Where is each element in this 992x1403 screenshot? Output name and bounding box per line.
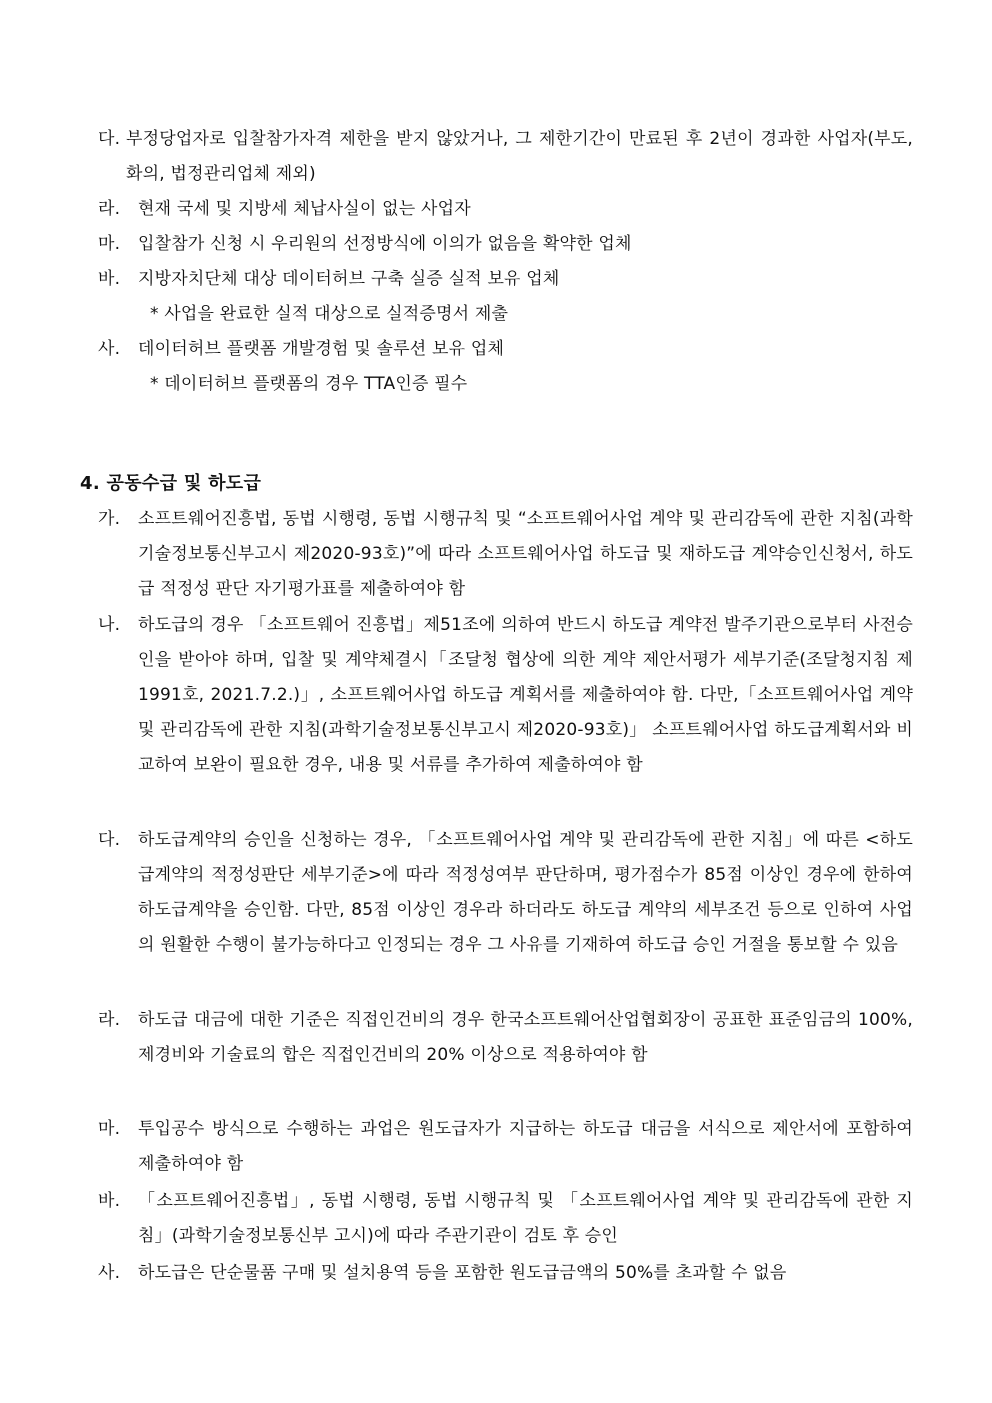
item-marker: 사.	[98, 339, 121, 359]
item-text: 현재 국세 및 지방세 체납사실이 없는 사업자	[138, 199, 471, 219]
note-text: * 데이터허브 플랫폼의 경우 TTA인증 필수	[150, 374, 468, 394]
list-item	[98, 823, 913, 963]
list-item	[98, 608, 913, 783]
item-text: 투입공수 방식으로 수행하는 과업은 원도급자가 지급하는 하도급 대금을 서식으로 제안서에 포함하여 제출하여야 함	[138, 1119, 913, 1174]
section-heading: 4. 공동수급 및 하도급	[80, 473, 262, 494]
item-marker: 바.	[98, 1191, 121, 1211]
item-marker: 마.	[98, 1119, 121, 1139]
list-item	[98, 122, 913, 192]
list-item	[98, 1256, 913, 1291]
item-text: 입찰참가 신청 시 우리원의 선정방식에 이의가 없음을 확약한 업체	[138, 234, 632, 254]
item-text: 부정당업자로 입찰참가자격 제한을 받지 않았거나, 그 제한기간이 만료된 후 2년이 경과한 사업자(부도, 화의, 법정관리업체 제외)	[126, 129, 913, 184]
item-text: 하도급은 단순물품 구매 및 설치용역 등을 포함한 원도급금액의 50%를 초과할 수 없음	[138, 1263, 787, 1283]
note-text: * 사업을 완료한 실적 대상으로 실적증명서 제출	[150, 304, 509, 324]
item-text: 소프트웨어진흥법, 동법 시행령, 동법 시행규칙 및 “소프트웨어사업 계약 및 관리감독에 관한 지침(과학기술정보통신부고시 제2020-93호)”에 따라 소프트웨어사업 하도급 및 재하도급 계약승인신청서, 하도급 적정성 판단 자기평가표를 제출하여야 함	[138, 509, 913, 599]
item-text: 「소프트웨어진흥법」, 동법 시행령, 동법 시행규칙 및 「소프트웨어사업 계약 및 관리감독에 관한 지침」(과학기술정보통신부 고시)에 따라 주관기관이 검토 후 승인	[138, 1191, 913, 1246]
item-marker: 라.	[98, 1010, 121, 1030]
list-item	[98, 227, 913, 262]
item-marker: 라.	[98, 199, 121, 219]
item-marker: 나.	[98, 615, 121, 635]
item-marker: 사.	[98, 1263, 121, 1283]
item-marker: 마.	[98, 234, 121, 254]
list-item	[98, 262, 913, 297]
item-text: 하도급계약의 승인을 신청하는 경우, 「소프트웨어사업 계약 및 관리감독에 관한 지침」에 따른 <하도급계약의 적정성판단 세부기준>에 따라 적정성여부 판단하며, 평가점수가 85점 이상인 경우에 한하여 하도급계약을 승인함. 다만, 85점 이상인 경우라 하더라도 하도급 계약의 세부조건 등으로 인하여 사업의 원활한 수행이 불가능하다고 인정되는 경우 그 사유를 기재하여 하도급 승인 거절을 통보할 수 있음	[138, 830, 913, 955]
list-item	[98, 502, 913, 607]
list-item	[98, 1184, 913, 1254]
item-text: 지방자치단체 대상 데이터허브 구축 실증 실적 보유 업체	[138, 269, 560, 289]
list-item	[98, 1112, 913, 1182]
list-item	[98, 332, 913, 367]
item-marker: 바.	[98, 269, 121, 289]
item-marker: 가.	[98, 509, 121, 529]
item-marker: 다.	[98, 129, 121, 149]
list-item	[98, 1003, 913, 1073]
item-text: 하도급의 경우 「소프트웨어 진흥법」제51조에 의하여 반드시 하도급 계약전 발주기관으로부터 사전승인을 받아야 하며, 입찰 및 계약체결시「조달청 협상에 의한 계약 제안서평가 세부기준(조달청지침 제1991호, 2021.7.2.)」, 소프트웨어사업 하도급 계획서를 제출하여야 함. 다만,「소프트웨어사업 계약 및 관리감독에 관한 지침(과학기술정보통신부고시 제2020-93호)」 소프트웨어사업 하도급계획서와 비교하여 보완이 필요한 경우, 내용 및 서류를 추가하여 제출하여야 함	[138, 615, 913, 775]
item-text: 데이터허브 플랫폼 개발경험 및 솔루션 보유 업체	[138, 339, 505, 359]
item-marker: 다.	[98, 830, 121, 850]
item-text: 하도급 대금에 대한 기준은 직접인건비의 경우 한국소프트웨어산업협회장이 공표한 표준임금의 100%, 제경비와 기술료의 합은 직접인건비의 20% 이상으로 적용하여야 함	[138, 1010, 913, 1065]
list-item	[98, 192, 913, 227]
